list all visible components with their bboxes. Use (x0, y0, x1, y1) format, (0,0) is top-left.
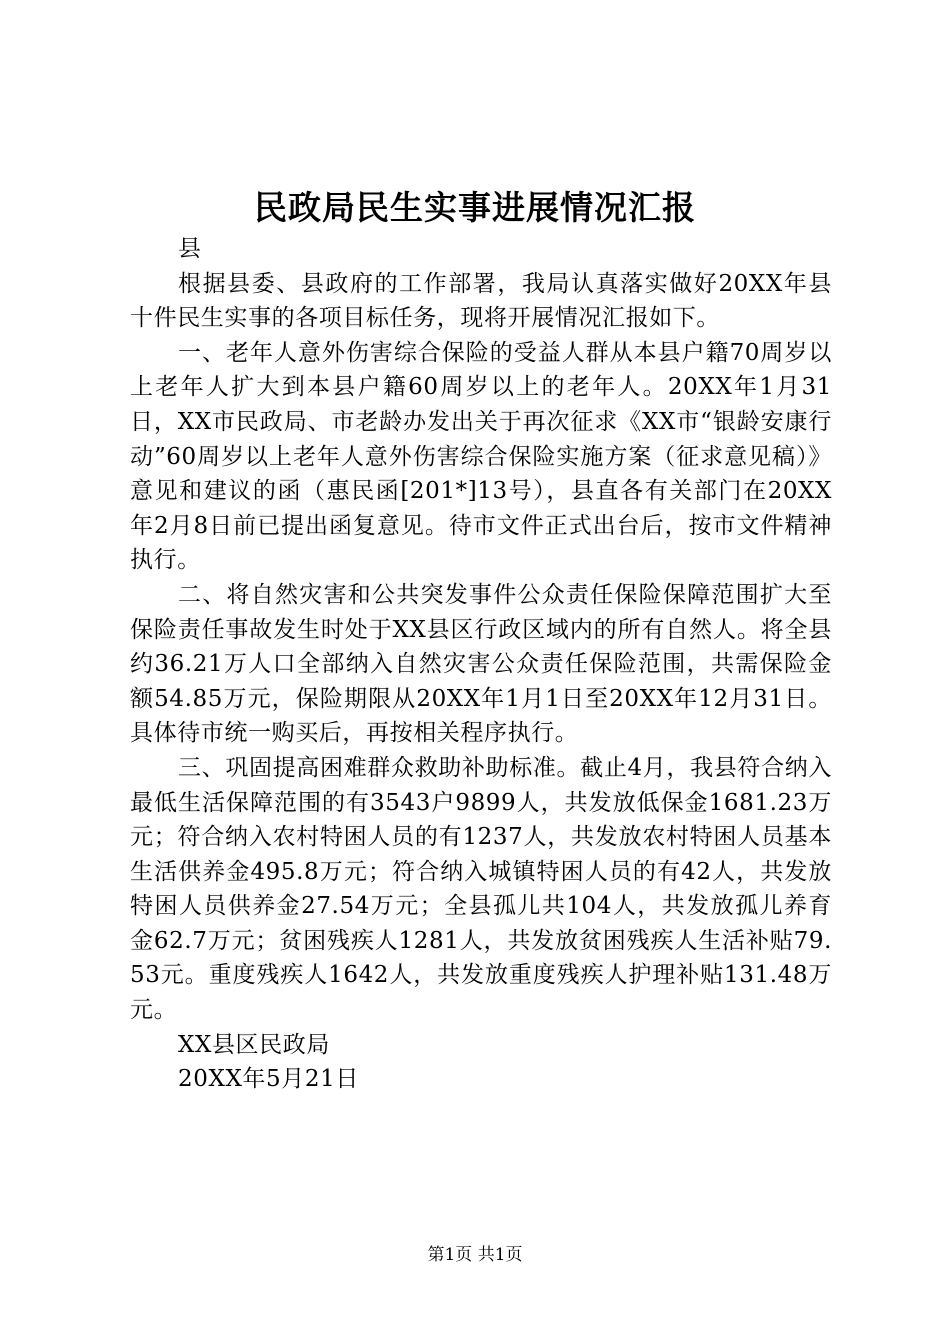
page-number-footer: 第1页 共1页 (427, 1245, 523, 1265)
signature: XX县区民政局 (178, 1031, 330, 1058)
paragraph-disaster-insurance: 二、将自然灾害和公共突发事件公众责任保险保障范围扩大至保险责任事故发生时处于XX县区行政区域内的所有自然人。将全县约36.21万人口全部纳入自然灾害公众责任保险范围，共需保险金额54.85万元，保险期限从20XX年1月1日至20XX年12月31日。具体待市统一购买后，再按相关程序执行。 (130, 581, 832, 747)
document-body (130, 232, 832, 1097)
paragraph-elderly-insurance: 一、老年人意外伤害综合保险的受益人群从本县户籍70周岁以上老年人扩大到本县户籍60周岁以上的老年人。20XX年1月31日，XX市民政局、市老龄办发出关于再次征求《XX市“银龄安康行动”60周岁以上老年人意外伤害综合保险实施方案（征求意见稿）》意见和建议的函（惠民函[201*]13号），县直各有关部门在20XX年2月8日前已提出函复意见。待市文件正式出台后，按市文件精神执行。 (130, 339, 832, 574)
salutation: 县 (178, 236, 202, 262)
paragraph-assistance-standards: 三、巩固提高困难群众救助补助标准。截止4月，我县符合纳入最低生活保障范围的有3543户9899人，共发放低保金1681.23万元；符合纳入农村特困人员的有1237人，共发放农村特困人员基本生活供养金495.8万元；符合纳入城镇特困人员的有42人，共发放特困人员供养金27.54万元；全县孤儿共104人，共发放孤儿养育金62.7万元；贫困残疾人1281人，共发放贫困残疾人生活补贴79.53元。重度残疾人1642人，共发放重度残疾人护理补贴131.48万元。 (130, 754, 832, 1024)
paragraph-intro: 根据县委、县政府的工作部署，我局认真落实做好20XX年县十件民生实事的各项目标任务，现将开展情况汇报如下。 (130, 270, 832, 332)
document-title: 民政局民生实事进展情况汇报 (254, 188, 696, 227)
document-date: 20XX年5月21日 (178, 1066, 359, 1093)
